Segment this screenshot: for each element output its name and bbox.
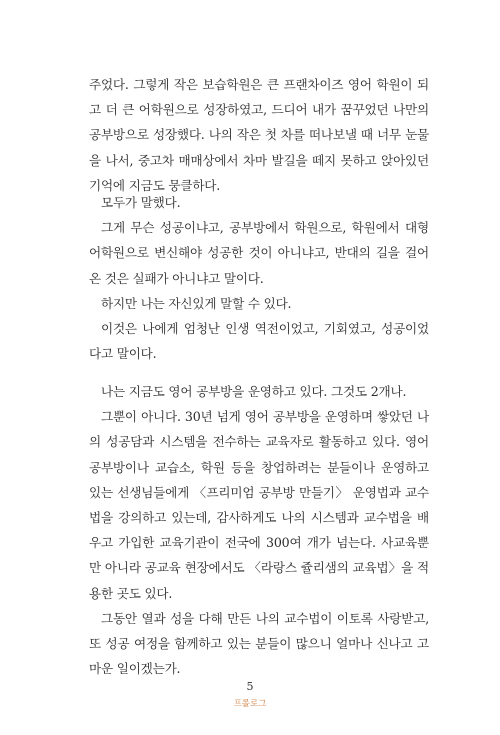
- body-paragraph: 모두가 말했다.: [101, 195, 181, 210]
- page-number: 5: [246, 680, 254, 693]
- running-footer-section-title: 프롤로그: [233, 699, 267, 709]
- body-paragraph: 주었다. 그렇게 작은 보습학원은 큰 프랜차이즈 영어 학원이 되고 더 큰 어학원으로 성장하였고, 드디어 내가 꿈꾸었던 나만의 공부방으로 성장했다. 나의 작은 첫 차를 떠나보낼 때 너무 눈물을 나서, 중고차 매매상에서 차마 발길을 떼지 못하고 앉아있던 기억에 지금도 뭉클하다.: [89, 77, 429, 193]
- body-paragraph: 그게 무슨 성공이냐고, 공부방에서 학원으로, 학원에서 대형 어학원으로 변신해야 성공한 것이 아니냐고, 반대의 길을 걸어온 것은 실패가 아니냐고 말이다.: [89, 220, 429, 286]
- body-paragraph: 하지만 나는 자신있게 말할 수 있다.: [101, 295, 292, 311]
- body-paragraph: 그뿐이 아니다. 30년 넘게 영어 공부방을 운영하며 쌓았던 나의 성공담과 시스템을 전수하는 교육자로 활동하고 있다. 영어 공부방이나 교습소, 학원 등을 창업하려는 분들이나 운영하고 있는 선생님들에게 〈프리미엄 공부방 만들기〉 운영법과 교수법을 강의하고 있는데, 감사하게도 나의 시스템과 교수법을 배우고 가입한 교육기관이 전국에 300여 개가 넘는다. 사교육뿐만 아니라 공교육 현장에서도 〈라랑스 쥴리샘의 교육법〉을 적용한 곳도 있다.: [89, 409, 429, 601]
- text-block-3: [89, 379, 429, 681]
- body-paragraph: 그동안 열과 성을 다해 만든 나의 교수법이 이토록 사랑받고, 또 성공 여정을 함께하고 있는 분들이 많으니 얼마나 신나고 고마운 일이겠는가.: [89, 610, 429, 677]
- body-paragraph: 나는 지금도 영어 공부방을 운영하고 있다. 그것도 2개나.: [101, 384, 407, 399]
- text-block-2: [89, 190, 429, 366]
- text-block-1: [89, 72, 429, 198]
- body-paragraph: 이것은 나에게 엄청난 인생 역전이었고, 기회였고, 성공이었다고 말이다.: [89, 321, 429, 362]
